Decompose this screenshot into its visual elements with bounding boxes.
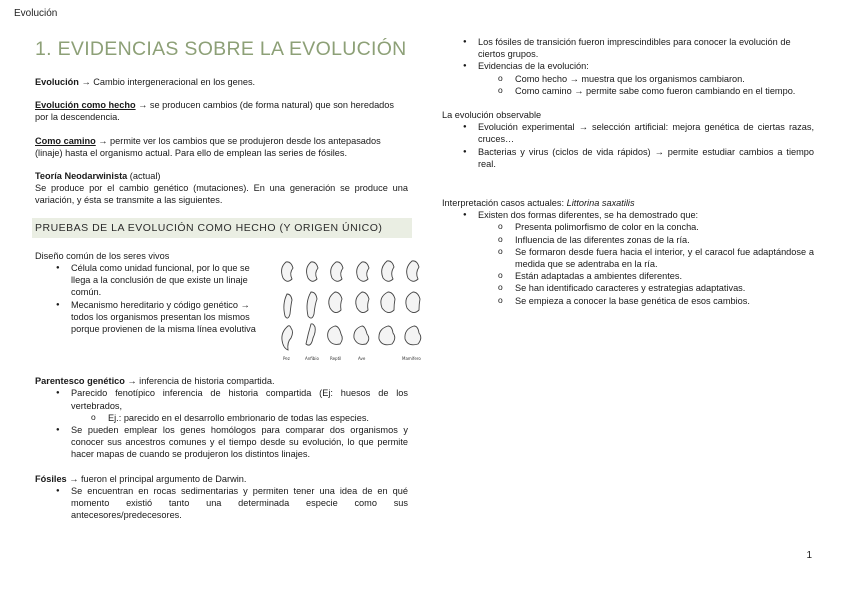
observable-list [442, 121, 814, 170]
embryo-reptile-mid [329, 292, 342, 313]
neodarwinista-heading [35, 170, 408, 182]
littorina-species: Littorina saxatilis [566, 198, 635, 209]
diseno-list [35, 262, 267, 335]
evolucion-definition [35, 76, 408, 88]
embryo-mammal1-early [382, 261, 394, 281]
embryo-mammal1-mid [381, 292, 395, 313]
list-subitem: o Están adaptadas a ambientes diferentes. [442, 270, 814, 282]
embryo-amphibian-late [306, 324, 315, 345]
como-camino-term: Como camino [35, 135, 96, 146]
embryo-bird-early [357, 262, 369, 281]
embryo-mammal2-early [407, 261, 419, 281]
figure-label-amphibian: Anfibio [305, 355, 319, 361]
littorina-heading [442, 197, 814, 209]
list-item: ● Bacterias y virus (ciclos de vida rápidos) → permite estudiar cambios a tiempo real. [442, 146, 814, 170]
diseno-comun-block [35, 250, 421, 361]
parentesco-text: → inferencia de historia compartida. [124, 376, 275, 387]
parentesco-list [35, 387, 408, 460]
list-item: ● Se pueden emplear los genes homólogos para comparar dos organismos y conocer sus ancestros comunes y el tiempo desde su evolución, lo que permite hacer mapas de cuando se produjeron los distintos linajes. [35, 424, 408, 461]
neodarwinista-term: Teoría Neodarwinista [35, 171, 128, 182]
list-subitem: o Como hecho → muestra que los organismos cambiaron. [442, 73, 814, 85]
fosiles-term: Fósiles [35, 473, 67, 484]
page-number: 1 [806, 550, 812, 561]
como-hecho-term: Evolución como hecho [35, 100, 136, 111]
list-subitem: o Ej.: parecido en el desarrollo embrionario de todas las especies. [35, 412, 408, 424]
list-item: ● Se encuentran en rocas sedimentarias y permiten tener una idea de en qué momento existió tanto una determinada especie como sus antecesores/predecesores. [35, 485, 408, 522]
embryo-fish-early [282, 262, 293, 281]
section-heading-pruebas: PRUEBAS DE LA EVOLUCIÓN COMO HECHO (Y ORIGEN ÚNICO) [32, 218, 412, 238]
fosiles-list [35, 485, 408, 522]
list-item: ● Parecido fenotípico inferencia de historia compartida (Ej: huesos de los vertebrados, [35, 387, 408, 411]
diseno-title: Diseño común de los seres vivos [35, 250, 170, 261]
list-subitem: o Se empieza a conocer la base genética de esos cambios. [442, 295, 814, 307]
embryo-fish-mid [284, 294, 292, 318]
list-subitem: o Se formaron desde fuera hacia el interior, y el caracol fue adaptándose a medida que se adentraba en la ría. [442, 246, 814, 270]
list-item: ● Evolución experimental → selección artificial: mejora genética de ciertas razas, cruces… [442, 121, 814, 145]
como-hecho-definition [35, 99, 408, 123]
figure-label-reptile: Reptil [330, 355, 342, 361]
embryo-mammal2-mid [406, 292, 420, 313]
como-camino-text: → permite ver los cambios que se produjeron desde los antepasados (linaje) hasta el organismo actual. Para ello de emplean las series de fósiles. [35, 135, 381, 158]
parentesco-term: Parentesco genético [35, 376, 125, 387]
littorina-prefix: Interpretación casos actuales: [442, 198, 567, 209]
list-item: ● Evidencias de la evolución: [442, 60, 814, 72]
como-camino-definition [35, 135, 408, 159]
left-column [35, 36, 421, 521]
evolucion-term: Evolución [35, 77, 79, 87]
list-item: ● Mecanismo hereditario y código genético → todos los organismos presentan los mismos porque provienen de la misma línea evolutiva [35, 299, 267, 336]
list-subitem: o Se han identificado caracteres y estrategias adaptativas. [442, 282, 814, 294]
figure-label-mammal: Mamífero [402, 355, 421, 361]
embryo-fish-late [282, 326, 293, 350]
parentesco-heading [35, 375, 408, 387]
list-item: ● Los fósiles de transición fueron imprescindibles para conocer la evolución de ciertos grupos. [442, 36, 814, 60]
observable-heading: La evolución observable [442, 110, 542, 121]
list-item: ● Existen dos formas diferentes, se ha demostrado que: [442, 209, 814, 221]
embryo-amphibian-early [307, 262, 318, 281]
list-subitem: o Influencia de las diferentes zonas de la ría. [442, 234, 814, 246]
littorina-list [442, 209, 814, 307]
fosiles-continued-list [442, 36, 814, 97]
list-subitem: o Como camino → permite sabe como fueron cambiando en el tiempo. [442, 85, 814, 97]
neodarwinista-suffix: (actual) [127, 171, 161, 182]
embryo-bird-late [354, 326, 369, 344]
embryo-bird-mid [356, 292, 369, 313]
como-hecho-text: → se producen cambios (de forma natural) que son heredados por la descendencia. [35, 100, 394, 123]
neodarwinista-text: Se produce por el cambio genético (mutaciones). En una generación se produce una variación, y ésta se transmite a las siguientes. [35, 183, 408, 206]
evolucion-text: → Cambio intergeneracional en los genes. [78, 77, 256, 87]
embryo-comparison-figure [278, 256, 430, 364]
fosiles-text: → fueron el principal argumento de Darwin. [66, 473, 247, 484]
fosiles-heading [35, 473, 408, 485]
right-column [442, 36, 814, 307]
list-item: ● Célula como unidad funcional, por lo que se llega a la conclusión de que existe un linaje común. [35, 262, 267, 299]
embryo-amphibian-mid [307, 292, 317, 318]
figure-label-fish: Pez [283, 355, 290, 361]
embryo-mammal2-late [405, 326, 421, 345]
list-subitem: o Presenta polimorfismo de color en la concha. [442, 221, 814, 233]
document-header: Evolución [14, 8, 58, 19]
figure-label-bird: Ave [358, 355, 366, 361]
embryo-reptile-late [328, 326, 343, 344]
embryo-reptile-early [331, 262, 343, 281]
embryo-mammal1-late [379, 326, 395, 345]
page-title: 1. EVIDENCIAS SOBRE LA EVOLUCIÓN [35, 38, 407, 60]
